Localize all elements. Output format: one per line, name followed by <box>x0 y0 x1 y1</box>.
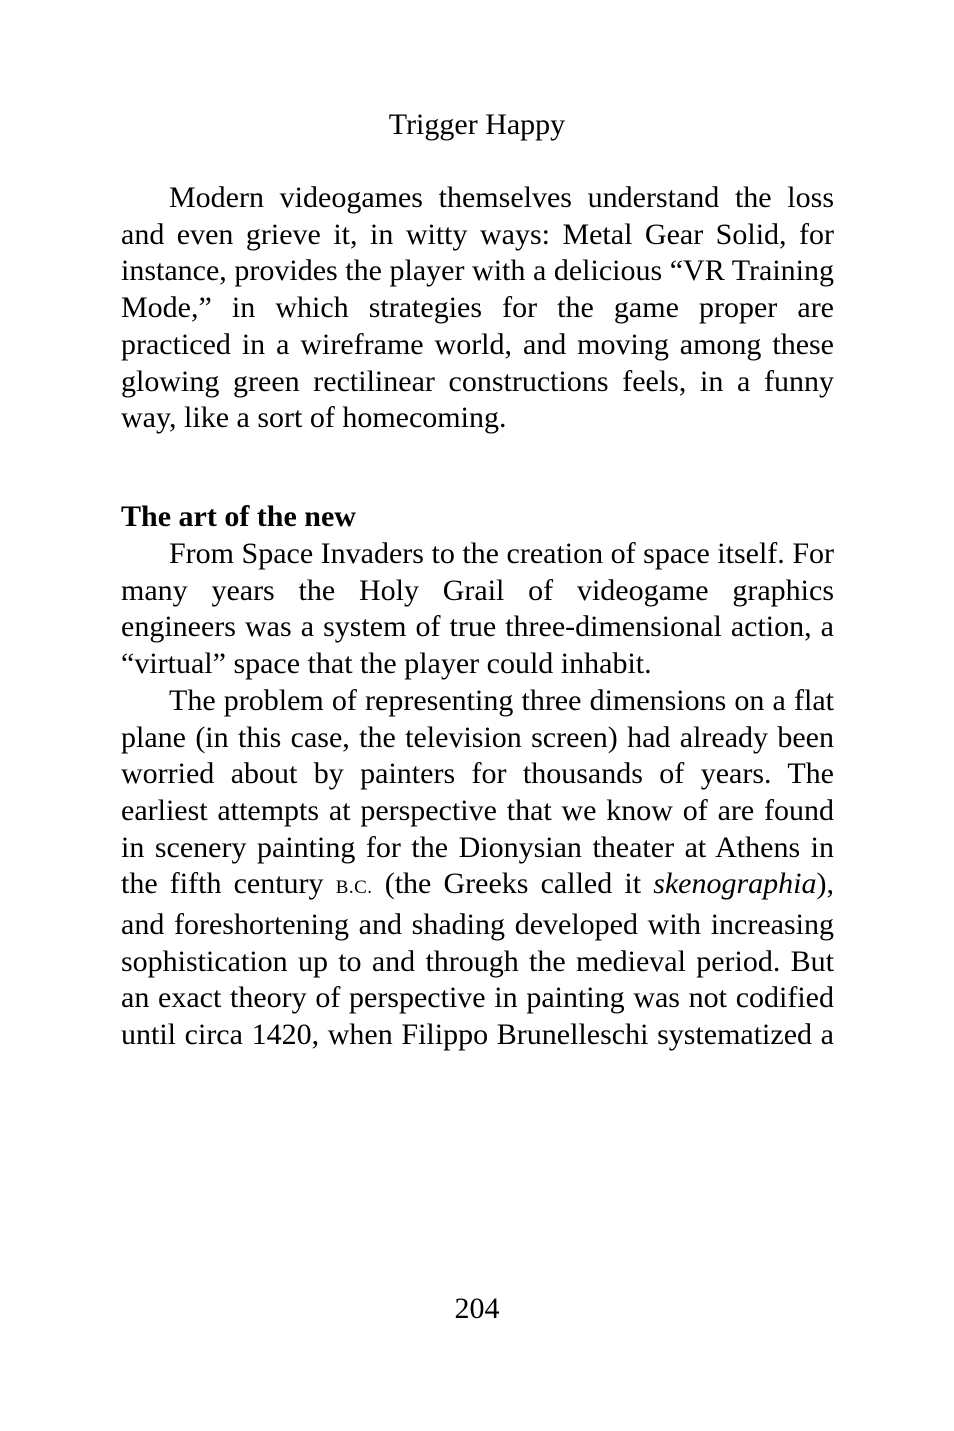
paragraph-2-text-2: (the Greeks called it <box>372 867 654 901</box>
page-number: 204 <box>454 1292 500 1325</box>
paragraph-2-text-3: ), and foreshortening and shading developed with increasing sophistication up to and through the medieval period. But an exact theory of perspective in painting was not codified until circa 1420, when Filippo Brunelleschi systematized a <box>121 867 835 1052</box>
intro-text-block <box>121 180 834 437</box>
paragraph-2-text-1: The problem of representing three dimensions on a flat plane (in this case, the television screen) had already been worried about by painters for thousands of years. The earliest attempts at perspective that we know of are found in scenery painting for the Dionysian theater at Athens in the fifth century <box>121 683 834 901</box>
section-paragraph-2 <box>121 683 834 1054</box>
italic-term: skenographia <box>653 867 817 901</box>
section-paragraph-1: From Space Invaders to the creation of space itself. For many years the Holy Grail of videogame graphics engineers was a system of true three-dimensional action, a “virtual” space that the player could inhabit. <box>121 537 834 681</box>
running-head: Trigger Happy <box>388 108 566 141</box>
section-text-block <box>121 498 834 1054</box>
section-heading: The art of the new <box>121 500 356 533</box>
era-abbreviation: B.C. <box>335 877 373 899</box>
intro-paragraph: Modern videogames themselves understand the loss and even grieve it, in witty ways: Metal Gear Solid, for instance, provides the player with a delicious “VR Training Mode,” in which strategies for the game proper are practiced in a wireframe world, and moving among these glowing green rectilinear constructions feels, in a funny way, like a sort of homecoming. <box>121 181 834 435</box>
